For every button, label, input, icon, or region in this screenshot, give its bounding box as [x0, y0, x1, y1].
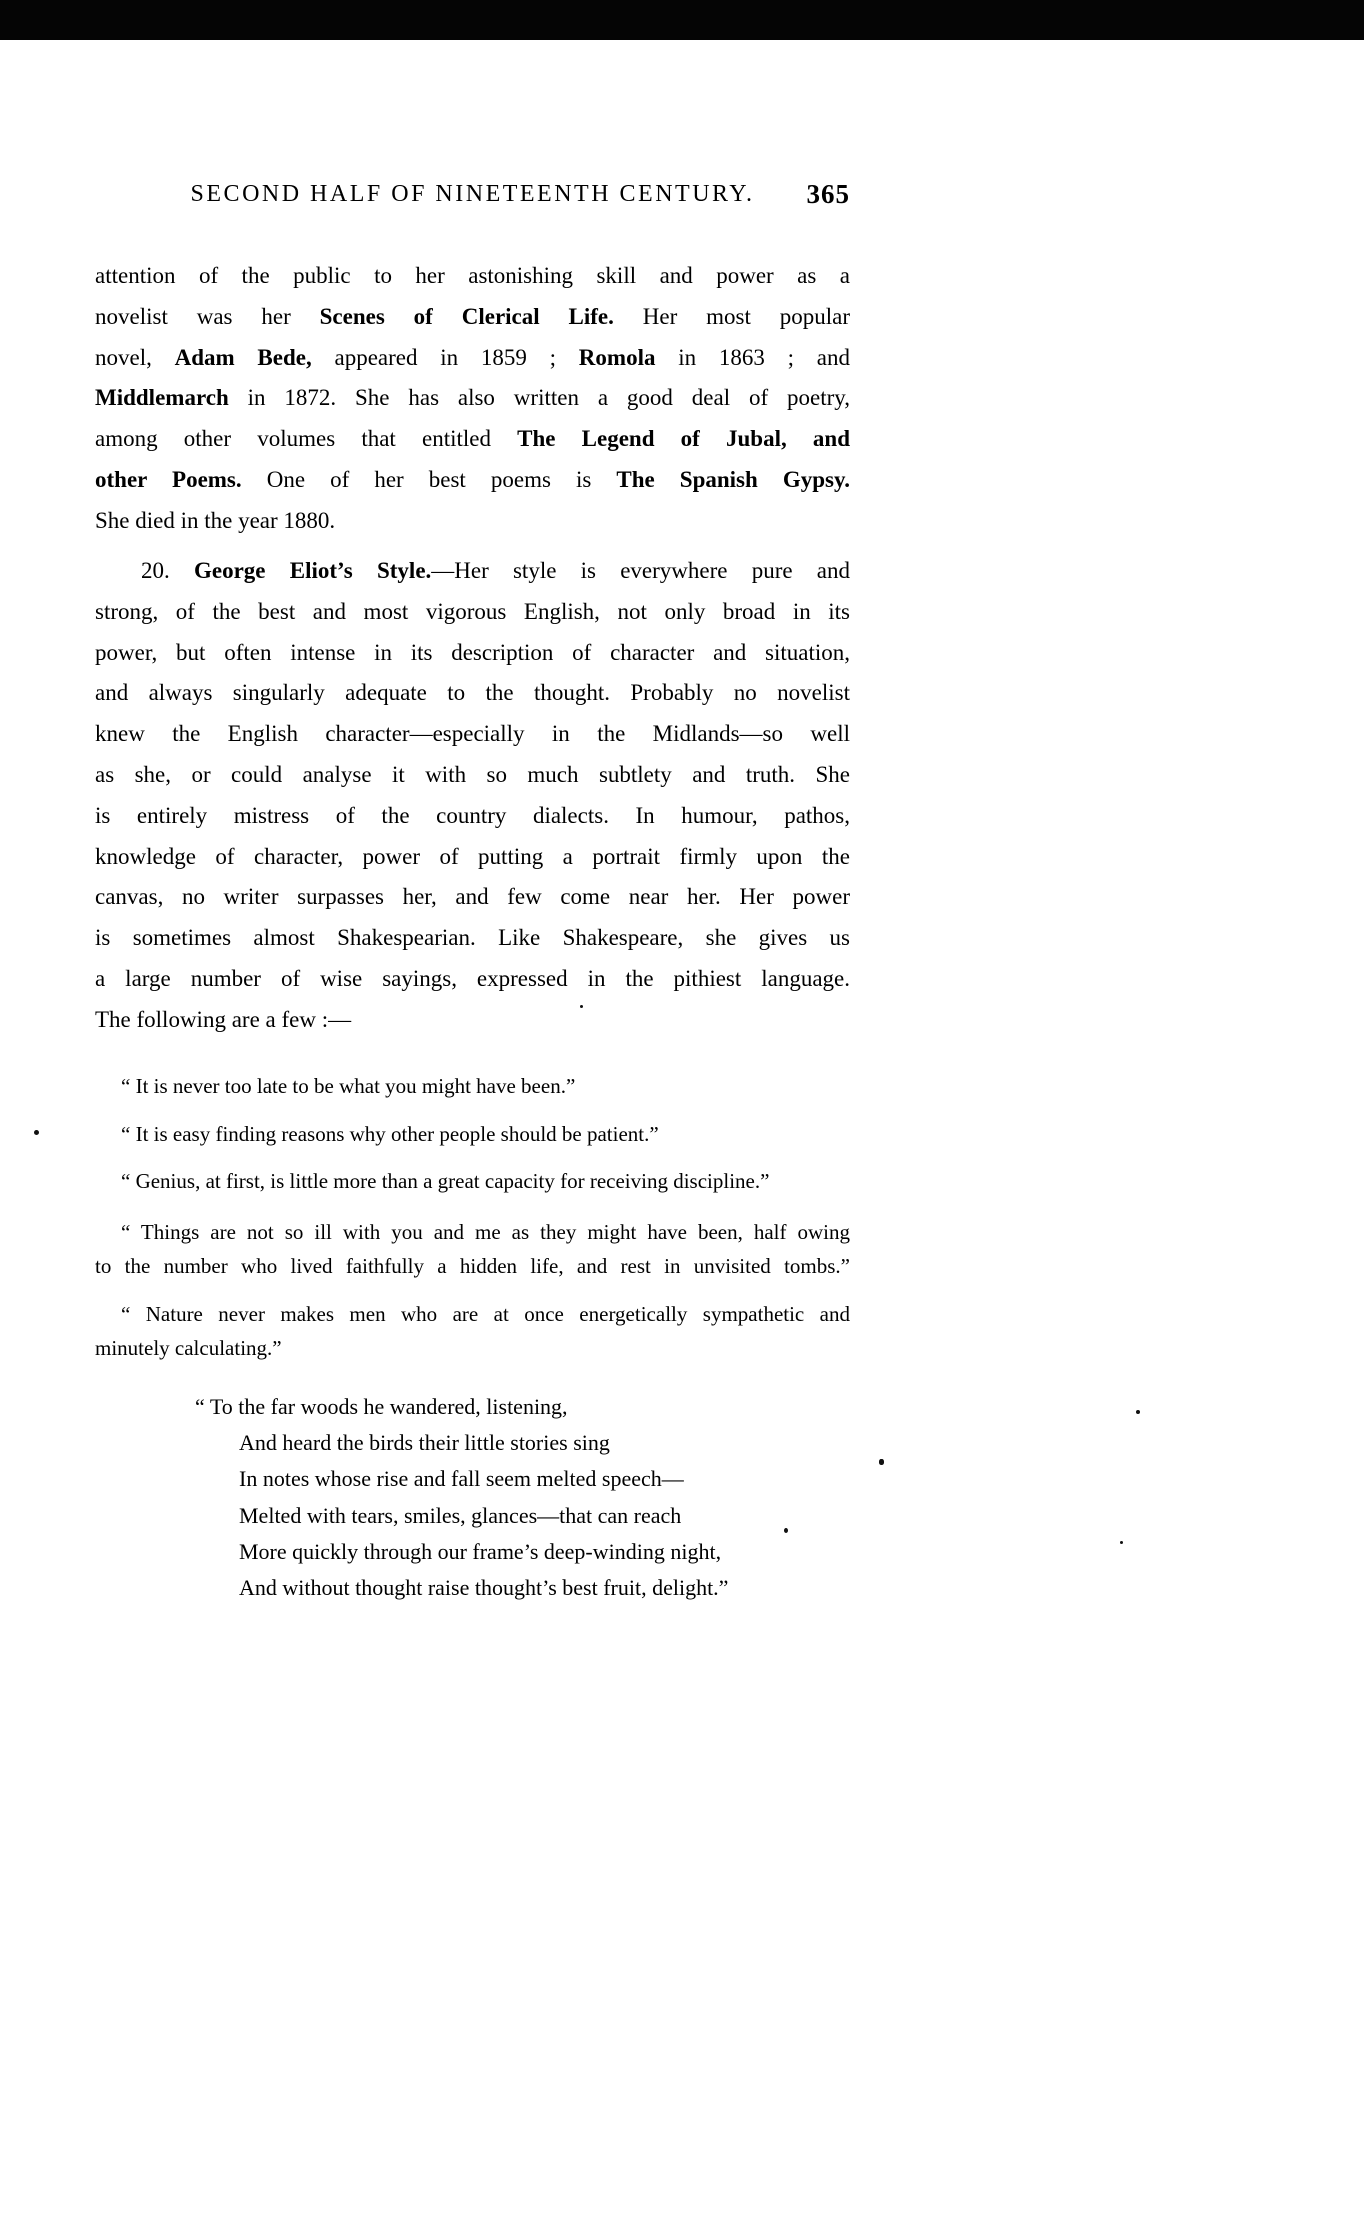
text-run: And heard the birds their little stories sing	[239, 1430, 610, 1456]
text-run: as she, or could analyse it with so much subtlety and truth. She	[95, 761, 850, 787]
text-run: among other volumes that entitled	[95, 426, 518, 452]
paragraph-style	[95, 551, 850, 1041]
scan-speck	[34, 1130, 39, 1135]
text-run: “ Nature never makes men who are at once energetically sympathetic and	[121, 1302, 850, 1326]
text-run: More quickly through our frame’s deep-winding night,	[239, 1538, 722, 1564]
text-run: “ To the far woods he wandered, listening,	[195, 1394, 568, 1419]
text-run: a large number of wise sayings, expressed in the pithiest language.	[95, 965, 850, 991]
bold-text-run: Romola	[578, 344, 656, 370]
text-line	[95, 551, 850, 592]
text-line	[95, 419, 850, 460]
text-line	[95, 1332, 850, 1366]
quote-genius	[95, 1165, 850, 1199]
scan-speck	[1136, 1410, 1140, 1414]
text-run: novel,	[95, 344, 175, 370]
quote-never-too-late	[95, 1070, 850, 1104]
text-line	[95, 460, 850, 501]
text-run: In notes whose rise and fall seem melted speech—	[239, 1466, 684, 1492]
scan-speck	[879, 1459, 884, 1465]
quote-things-not-so-ill	[95, 1216, 850, 1283]
text-run: And without thought raise thought’s best fruit, delight.”	[239, 1574, 729, 1600]
text-line	[95, 959, 850, 1000]
text-run: in 1863 ; and	[655, 344, 850, 370]
text-run: canvas, no writer surpasses her, and few come near her. Her power	[95, 884, 850, 910]
text-line	[95, 1298, 850, 1332]
text-run: knowledge of character, power of putting a portrait firmly upon the	[95, 843, 850, 869]
bold-text-run: Scenes of Clerical Life.	[319, 303, 614, 329]
text-line	[95, 918, 850, 959]
text-run: in 1872. She has also written a good deal of poetry,	[228, 385, 850, 411]
text-line	[95, 592, 850, 633]
text-run: to the number who lived faithfully a hidden life, and rest in unvisited tombs.”	[95, 1253, 850, 1278]
bold-text-run: Middlemarch	[95, 385, 229, 411]
text-line	[95, 1250, 850, 1284]
text-line	[95, 378, 850, 419]
text-run: and always singularly adequate to the thought. Probably no novelist	[95, 680, 850, 706]
text-run: knew the English character—especially in the Midlands—so well	[95, 721, 850, 747]
text-line	[239, 1570, 855, 1606]
text-run: —Her style is everywhere pure and	[431, 558, 850, 583]
running-head	[95, 181, 850, 215]
bold-text-run: other Poems.	[95, 466, 242, 492]
text-line	[239, 1425, 855, 1461]
text-line	[95, 1000, 850, 1041]
text-line	[95, 1070, 850, 1104]
text-line	[95, 633, 850, 674]
text-line	[239, 1461, 855, 1497]
poem-to-the-far-woods	[195, 1389, 855, 1606]
text-line	[95, 796, 850, 837]
text-run: “ Genius, at first, is little more than a great capacity for receiving discipline.”	[121, 1169, 770, 1193]
scan-speck	[1120, 1541, 1123, 1544]
text-line	[95, 297, 850, 338]
text-line	[239, 1498, 855, 1534]
text-run: attention of the public to her astonishing skill and power as a	[95, 263, 850, 288]
text-line	[95, 714, 850, 755]
text-run: The following are a few :—	[95, 1006, 352, 1032]
scan-speck	[580, 1005, 583, 1008]
text-run: “ It is easy finding reasons why other people should be patient.”	[121, 1122, 659, 1146]
text-line	[95, 877, 850, 918]
text-run: minutely calculating.”	[95, 1335, 282, 1360]
text-line	[95, 338, 850, 379]
text-line	[195, 1389, 855, 1425]
text-run: appeared in 1859 ;	[311, 344, 579, 370]
text-line	[95, 501, 850, 542]
text-run: She died in the year 1880.	[95, 507, 336, 533]
scan-artifact-band	[0, 0, 1364, 40]
text-line	[95, 1165, 850, 1199]
text-line	[95, 673, 850, 714]
paragraph-novels	[95, 256, 850, 542]
page-number: 365	[806, 179, 850, 209]
text-run: Melted with tears, smiles, glances—that can reach	[239, 1502, 682, 1528]
scan-speck	[784, 1528, 788, 1533]
running-head-title: SECOND HALF OF NINETEENTH CENTURY.	[190, 181, 755, 207]
text-line	[239, 1534, 855, 1570]
text-run: 20.	[141, 558, 194, 583]
bold-text-run: The Legend of Jubal, and	[517, 426, 850, 452]
text-line	[95, 755, 850, 796]
text-run: One of her best poems is	[241, 466, 617, 492]
text-line	[95, 837, 850, 878]
text-run: is entirely mistress of the country dialects. In humour, pathos,	[95, 802, 850, 828]
bold-text-run: Adam Bede,	[174, 344, 312, 370]
text-run: power, but often intense in its description of character and situation,	[95, 639, 850, 665]
text-run: strong, of the best and most vigorous English, not only broad in its	[95, 598, 850, 624]
text-line	[95, 1216, 850, 1250]
bold-text-run: George Eliot’s Style.	[193, 558, 432, 583]
text-line	[95, 256, 850, 297]
text-run: “ It is never too late to be what you might have been.”	[121, 1074, 576, 1098]
quote-nature-never-makes	[95, 1298, 850, 1365]
text-run: is sometimes almost Shakespearian. Like Shakespeare, she gives us	[95, 925, 850, 951]
bold-text-run: The Spanish Gypsy.	[616, 466, 850, 492]
quote-easy-finding-reasons	[95, 1118, 850, 1152]
text-run: “ Things are not so ill with you and me as they might have been, half owing	[121, 1220, 850, 1244]
text-run: Her most popular	[613, 303, 851, 329]
text-run: novelist was her	[95, 303, 320, 329]
text-line	[95, 1118, 850, 1152]
